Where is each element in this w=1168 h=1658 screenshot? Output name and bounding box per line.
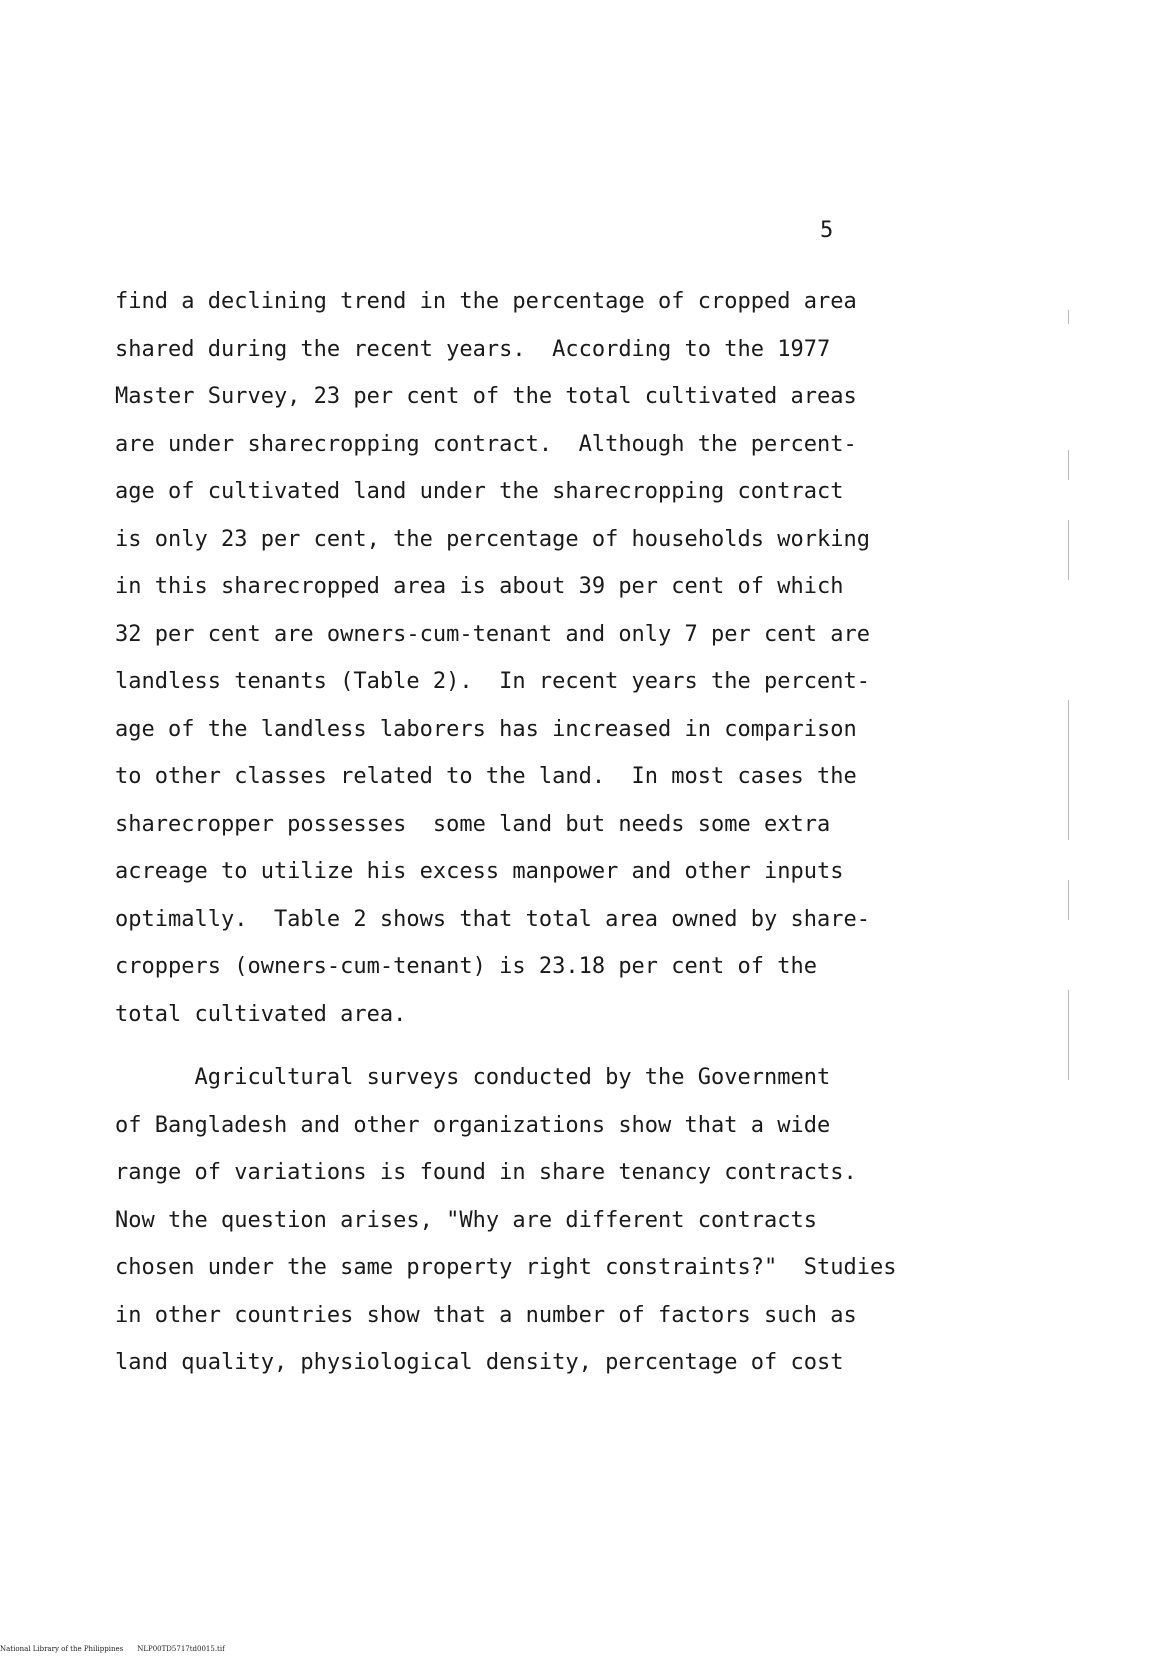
paragraph-2: [115, 1054, 896, 1387]
text-line: of Bangladesh and other organizations show that a wide: [115, 1112, 831, 1138]
text-line: croppers (owners-cum-tenant) is 23.18 per cent of the: [115, 954, 817, 979]
paragraph-1: [115, 278, 870, 1038]
text-line: age of cultivated land under the sharecropping contract: [115, 479, 844, 504]
text-line: Now the question arises, "Why are different contracts: [115, 1207, 817, 1233]
scan-margin-marks: [1068, 160, 1070, 1080]
text-line: find a declining trend in the percentage of cropped area: [115, 289, 857, 314]
text-line: acreage to utilize his excess manpower and other inputs: [115, 859, 844, 884]
text-line: Master Survey, 23 per cent of the total cultivated areas: [115, 384, 857, 409]
text-line: in this sharecropped area is about 39 per cent of which: [115, 574, 844, 599]
text-line: are under sharecropping contract. Although the percent-: [115, 431, 857, 457]
text-line: is only 23 per cent, the percentage of households working: [115, 526, 870, 552]
text-line: to other classes related to the land. In most cases the: [115, 764, 857, 789]
text-line: range of variations is found in share tenancy contracts.: [115, 1160, 857, 1185]
text-line: age of the landless laborers has increased in comparison: [115, 716, 857, 742]
page-number: 5: [820, 218, 834, 243]
text-line: total cultivated area.: [115, 1001, 407, 1027]
text-line: landless tenants (Table 2). In recent years the percent-: [115, 669, 870, 694]
text-line: 32 per cent are owners-cum-tenant and only 7 per cent are: [115, 621, 870, 647]
text-line: land quality, physiological density, percentage of cost: [115, 1350, 844, 1375]
text-line: chosen under the same property right constraints?" Studies: [115, 1255, 897, 1280]
text-line: Agricultural surveys conducted by the Government: [115, 1065, 831, 1090]
text-line: in other countries show that a number of factors such as: [115, 1302, 857, 1328]
text-line: shared during the recent years. According to the 1977: [115, 336, 831, 362]
text-line: optimally. Table 2 shows that total area owned by share-: [115, 906, 870, 932]
footer-library: National Library of the Philippines: [0, 1645, 124, 1653]
scan-footer: [0, 1645, 239, 1654]
footer-file-id: NLP00TD5717td0015.tif: [137, 1645, 225, 1653]
text-line: sharecropper possesses some land but needs some extra: [115, 811, 831, 837]
